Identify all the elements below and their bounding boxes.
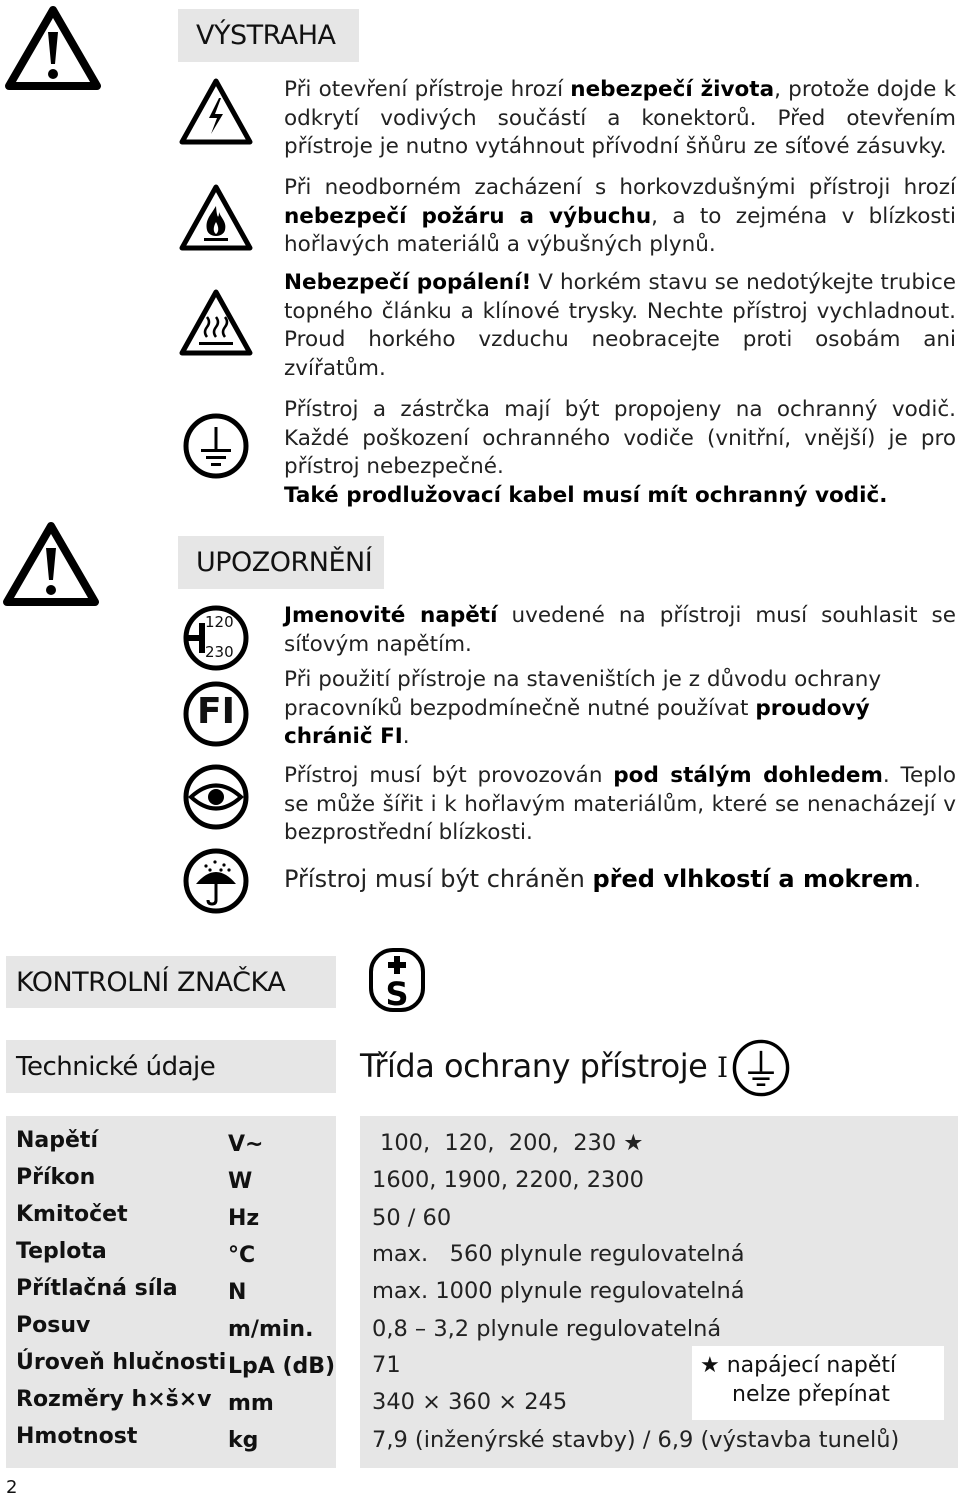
safety-mark-icon: [369, 948, 425, 1012]
voltage-note-line-2: nelze přepínat: [732, 1382, 890, 1407]
protective-earth-icon: [181, 411, 251, 481]
spec-label: Příkon: [16, 1165, 96, 1190]
spec-label: Teplota: [16, 1239, 107, 1264]
voltage-note-line-1: ★ napájecí napětí: [700, 1353, 897, 1378]
spec-unit: m/min.: [228, 1317, 314, 1342]
spec-label: Kmitočet: [16, 1202, 128, 1227]
spec-value: 7,9 (inženýrské stavby) / 6,9 (výstavba tunelů): [372, 1427, 900, 1453]
svg-text:S: S: [385, 975, 409, 1012]
spec-unit: mm: [228, 1391, 274, 1416]
caution-paragraph-1: Jmenovité napětí uvedené na přístroji musí souhlasit se síťovým napětím.: [284, 603, 956, 657]
control-mark-heading: KONTROLNÍ ZNAČKA: [6, 956, 336, 1008]
spec-value: 0,8 – 3,2 plynule regulovatelná: [372, 1316, 722, 1342]
spec-label: Úroveň hlučnosti: [16, 1350, 227, 1375]
spec-value: max. 560 plynule regulovatelná: [372, 1241, 745, 1267]
spec-unit: Hz: [228, 1206, 260, 1231]
spec-value: 50 / 60: [372, 1205, 452, 1231]
warning-paragraph-2: Při neodborném zacházení s horkovzdušnými přístroji hrozí nebezpečí požáru a výbuchu, a to zejména v blízkosti hořlavých materiálů a výbušných plynů.: [284, 175, 956, 258]
page-number: 2: [6, 1477, 18, 1498]
warning-paragraph-3: Nebezpečí popálení! V horkém stavu se nedotýkejte trubice topného článku a klínové trysky. Nechte přístroj vychladnout. Proud horkého vzduchu neobracejte proti osobám ani zvířatům.: [284, 270, 956, 382]
hot-surface-icon: [177, 287, 255, 359]
spec-value: 1600, 1900, 2200, 2300: [372, 1167, 644, 1193]
spec-label: Rozměry h×š×v: [16, 1387, 212, 1412]
protection-class-earth-icon: [731, 1038, 791, 1098]
electric-shock-icon: [177, 76, 255, 148]
supervision-eye-icon: [181, 762, 251, 832]
spec-label: Hmotnost: [16, 1424, 138, 1449]
tech-data-heading: Technické údaje: [6, 1040, 336, 1093]
caution-triangle-icon: [2, 520, 100, 608]
voltage-note-box: [692, 1346, 944, 1420]
caution-paragraph-2: Při použití přístroje na staveništích je z důvodu ochrany pracovníků bezpodmínečně nutné používat proudový chránič FI.: [284, 667, 882, 750]
spec-label: Přítlačná síla: [16, 1276, 178, 1301]
spec-value: 340 × 360 × 245: [372, 1389, 568, 1415]
fi-breaker-icon: FI: [181, 679, 251, 749]
fire-hazard-icon: [177, 182, 255, 254]
warning-triangle-icon: [4, 4, 102, 92]
spec-unit: LpA (dB): [228, 1354, 336, 1379]
spec-label: Napětí: [16, 1128, 98, 1153]
caution-paragraph-3: Přístroj musí být provozován pod stálým dohledem. Teplo se může šířit i k hořlavým materiálům, které se nenacházejí v bezprostřední blízkosti.: [284, 763, 957, 846]
spec-value: 71: [372, 1352, 401, 1378]
caution-heading: UPOZORNĚNÍ: [178, 536, 384, 589]
spec-value: max. 1000 plynule regulovatelná: [372, 1278, 745, 1304]
spec-unit: N: [228, 1280, 247, 1305]
warning-paragraph-1: Při otevření přístroje hrozí nebezpečí života, protože dojde k odkrytí vodivých součástí a konektorů. Před otevřením přístroje je nutno vytáhnout přívodní šňůru ze síťové zásuvky.: [284, 77, 957, 160]
spec-unit: °C: [228, 1243, 256, 1268]
caution-paragraph-4: Přístroj musí být chráněn před vlhkostí a mokrem.: [284, 865, 922, 893]
spec-unit: W: [228, 1169, 253, 1194]
protect-from-moisture-icon: [181, 846, 251, 916]
rated-voltage-icon: 120 230: [181, 603, 251, 673]
spec-label: Posuv: [16, 1313, 91, 1338]
warning-paragraph-4: Přístroj a zástrčka mají být propojeny na ochranný vodič. Každé poškození ochranného vodiče (vnitřní, vnější) je pro přístroj nebezpečné. Také prodlužovací kabel musí mít ochranný vodič.: [284, 397, 956, 509]
spec-unit: kg: [228, 1428, 259, 1453]
spec-value: 100, 120, 200, 230 ★: [380, 1130, 644, 1156]
warning-heading: VÝSTRAHA: [178, 9, 359, 62]
protection-class-label: Třída ochrany přístroje I: [360, 1047, 728, 1085]
spec-unit: V~: [228, 1132, 264, 1157]
